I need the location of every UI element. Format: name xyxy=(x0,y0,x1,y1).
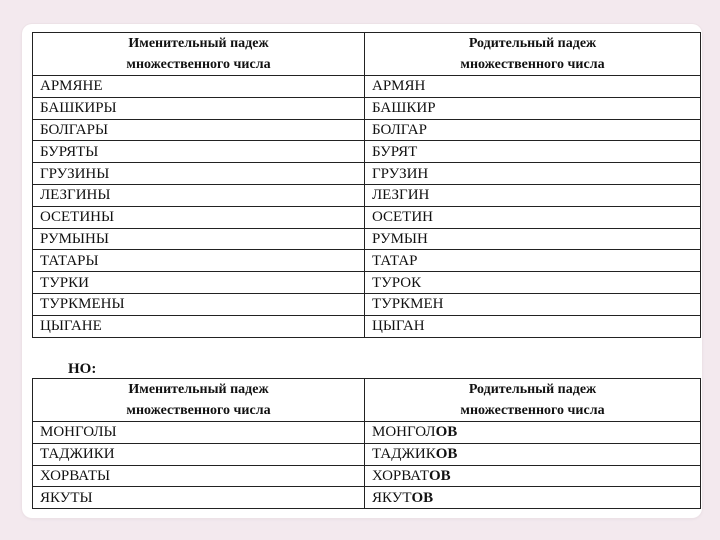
header-nominative-plural xyxy=(33,379,365,422)
table-row xyxy=(33,119,701,141)
cell-genitive: ЛЕЗГИН xyxy=(365,184,701,206)
cell-genitive: ТАТАР xyxy=(365,250,701,272)
genitive-suffix: ОВ xyxy=(428,467,451,484)
header-nominative-plural xyxy=(33,33,365,76)
table-row xyxy=(33,422,701,444)
header-genitive-line2: множественного числа xyxy=(460,57,605,72)
table-row xyxy=(33,206,701,228)
table-row xyxy=(33,76,701,98)
table-row xyxy=(33,163,701,185)
genitive-stem: ТАДЖИК xyxy=(372,446,436,463)
cell-genitive xyxy=(365,422,701,444)
cell-nominative: ТУРКИ xyxy=(33,272,365,294)
cell-nominative: БУРЯТЫ xyxy=(33,141,365,163)
table-header-row xyxy=(33,379,701,422)
cell-nominative: ХОРВАТЫ xyxy=(33,465,365,487)
table-row xyxy=(33,228,701,250)
genitive-suffix: ОВ xyxy=(411,489,434,506)
exceptions-table xyxy=(32,378,701,509)
table-row xyxy=(33,487,701,509)
cell-nominative: БАШКИРЫ xyxy=(33,97,365,119)
cell-nominative: РУМЫНЫ xyxy=(33,228,365,250)
header-genitive-line1: Родительный падеж xyxy=(468,36,597,51)
genitive-suffix: ОВ xyxy=(435,446,458,463)
table-row xyxy=(33,293,701,315)
table-row xyxy=(33,184,701,206)
genitive-stem: МОНГОЛ xyxy=(372,424,436,441)
genitive-stem: ЯКУТ xyxy=(372,489,412,506)
header-genitive-line2: множественного числа xyxy=(460,403,605,418)
cell-nominative: БОЛГАРЫ xyxy=(33,119,365,141)
cell-nominative: ТАДЖИКИ xyxy=(33,443,365,465)
cell-genitive xyxy=(365,443,701,465)
cell-genitive: БОЛГАР xyxy=(365,119,701,141)
genitive-suffix: ОВ xyxy=(435,424,458,441)
header-nominative-line2: множественного числа xyxy=(126,57,271,72)
header-nominative-line1: Именительный падеж xyxy=(128,36,269,51)
cell-nominative: ЛЕЗГИНЫ xyxy=(33,184,365,206)
cell-genitive: АРМЯН xyxy=(365,76,701,98)
cell-genitive: ТУРОК xyxy=(365,272,701,294)
table-row xyxy=(33,272,701,294)
cell-genitive: БУРЯТ xyxy=(365,141,701,163)
table-row xyxy=(33,141,701,163)
table-row xyxy=(33,97,701,119)
cell-nominative: АРМЯНЕ xyxy=(33,76,365,98)
header-genitive-plural xyxy=(365,379,701,422)
table-body xyxy=(33,422,701,509)
header-genitive-line1: Родительный падеж xyxy=(468,382,597,397)
table-row xyxy=(33,465,701,487)
header-nominative-line1: Именительный падеж xyxy=(128,382,269,397)
cell-nominative: ОСЕТИНЫ xyxy=(33,206,365,228)
cell-genitive: РУМЫН xyxy=(365,228,701,250)
table-row xyxy=(33,315,701,337)
table-body xyxy=(33,76,701,338)
cell-nominative: ЯКУТЫ xyxy=(33,487,365,509)
cell-nominative: ТУРКМЕНЫ xyxy=(33,293,365,315)
table-row xyxy=(33,443,701,465)
table-row xyxy=(33,250,701,272)
cell-genitive: ОСЕТИН xyxy=(365,206,701,228)
cell-genitive xyxy=(365,487,701,509)
cell-genitive: ЦЫГАН xyxy=(365,315,701,337)
cell-nominative: ТАТАРЫ xyxy=(33,250,365,272)
header-genitive-plural xyxy=(365,33,701,76)
cell-nominative: ЦЫГАНЕ xyxy=(33,315,365,337)
slide-sheet xyxy=(22,24,702,518)
cell-nominative: ГРУЗИНЫ xyxy=(33,163,365,185)
plural-case-table xyxy=(32,32,701,338)
exceptions-label: НО: xyxy=(68,361,97,377)
genitive-stem: ХОРВАТ xyxy=(372,467,429,484)
cell-genitive: ТУРКМЕН xyxy=(365,293,701,315)
table-header-row xyxy=(33,33,701,76)
cell-genitive xyxy=(365,465,701,487)
header-nominative-line2: множественного числа xyxy=(126,403,271,418)
cell-genitive: ГРУЗИН xyxy=(365,163,701,185)
cell-nominative: МОНГОЛЫ xyxy=(33,422,365,444)
cell-genitive: БАШКИР xyxy=(365,97,701,119)
